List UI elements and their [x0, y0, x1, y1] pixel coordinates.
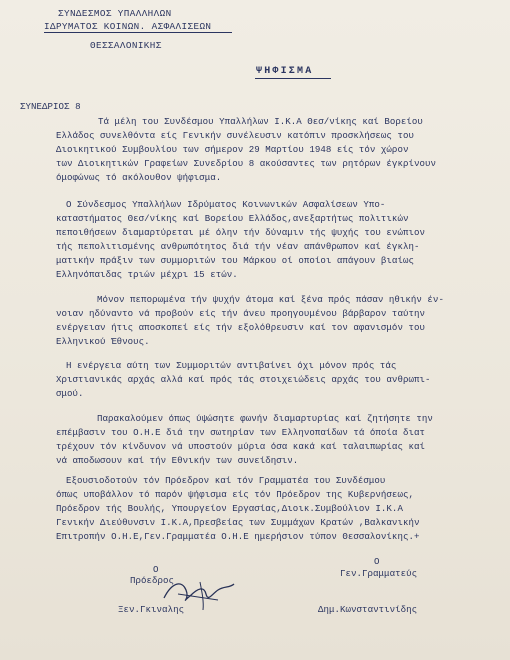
body-line: Χριστιανικάς αρχάς αλλά καί πρός τάς στοιχειώδεις αρχάς του ανθρωπι- [56, 374, 431, 385]
body-line: των Διοικητικών Γραφείων Συνεδρίου 8 ακούσαντες των ρητόρων έγκρίνουν [56, 158, 436, 169]
body-line: Τά μέλη του Συνδέσμου Υπαλλήλων Ι.Κ.Α Θεσ/νίκης καί Βορείου [98, 116, 423, 127]
body-line: Ελληνικού Έθνους. [56, 336, 150, 347]
body-line: επέμβασιν του Ο.Η.Ε διά την σωτηρίαν των Ελληνοπαίδων τά όποία διατ [56, 427, 425, 438]
body-line: πεποιθήσεων διαμαρτύρεται μέ όλην τήν δύναμιν τής ψυχής του ενώπιον [56, 227, 425, 238]
body-line: Πρόεδρον τής Βουλής, Υπουργείον Εργασίας,Διοικ.Συμβούλιον Ι.Κ.Α [56, 503, 403, 514]
body-line: Ελλάδος συνελθόντα είς Γενικήν συνέλευσιν κατόπιν προσκλήσεως του [56, 130, 414, 141]
secretary-title: Γεν.Γραμματεύς [340, 568, 418, 579]
body-line: καταστήματος Θεσ/νίκης καί Βορείου Ελλάδος,ανεξαρτήτως πολιτικών [56, 213, 409, 224]
president-name: Ξεν.Γκιναλης [118, 604, 185, 615]
body-line: Διοικητικού Συμβουλίου των σήμερον 29 Μαρτίου 1948 είς τόν χώρον [56, 144, 409, 155]
body-line: σμού. [56, 388, 84, 399]
document-title: ΨΗΦΙΣΜΑ [256, 66, 314, 77]
body-line: Γενικήν Διεύθυνσιν Ι.Κ.Α,Πρεσβείας των Συμμάχων Κρατών ,Βαλκανικήν [56, 517, 420, 528]
session-label: ΣΥΝΕΔΡΙΟΣ 8 [20, 101, 81, 112]
body-line: Μόνον πεπορωμένα τήν ψυχήν άτομα καί ξένα πρός πάσαν ηθικήν έν- [97, 294, 444, 305]
org-name-underline [44, 32, 232, 33]
body-line: Ο Σύνδεσμος Υπαλλήλων Ιδρύματος Κοινωνικών Ασφαλίσεων Υπο- [66, 199, 386, 210]
body-line: τρέχουν τόν κίνδυνον νά υποστούν μύρια όσα κακά καί ταλαιπωρίας καί [56, 441, 425, 452]
org-name-line-1: ΣΥΝΔΕΣΜΟΣ ΥΠΑΛΛΗΛΩΝ [58, 8, 172, 19]
body-line: Επιτροπήν Ο.Η.Ε,Γεν.Γραμματέα Ο.Η.Ε ημερήσιον τύπον Θεσσαλονίκης.+ [56, 531, 420, 542]
body-line: ματικήν πράξιν των συμμοριτών του Μάρκου οί οποίοι απάγουν βιαίως [56, 255, 414, 266]
body-line: ενέργειαν ήτις αποσκοπεί είς τήν εξολόθρευσιν καί τον αφανισμόν του [56, 322, 425, 333]
org-name-line-2: ΙΔΡΥΜΑΤΟΣ ΚΟΙΝΩΝ. ΑΣΦΑΛΙΣΕΩΝ [44, 21, 212, 32]
body-line: Η ενέργεια αύτη των Συμμοριτών αντιβαίνει όχι μόνον πρός τάς [66, 360, 397, 371]
body-line: νοιαν ηδύναντο νά προβούν είς τήν άνευ προηγουμένου βάρβαρον ταύτην [56, 308, 425, 319]
body-line: τής πεπολιτισμένης ανθρωπότητος διά τήν νέαν απάνθρωπον καί έγκλη- [56, 241, 420, 252]
body-line: όμοφώνως τό ακόλουθον ψήφισμα. [56, 172, 222, 183]
body-line: νά αποδωσουν καί τήν Εθνικήν των συνείδησιν. [56, 455, 299, 466]
president-title: Πρόεδρος [130, 575, 175, 586]
body-line: Παρακαλούμεν όπως ύψώσητε φωνήν διαμαρτυρίας καί ζητήσητε την [97, 413, 433, 424]
body-line: Ελληνόπαιδας τριών μέχρι 15 ετών. [56, 269, 238, 280]
body-line: Εξουσιοδοτούν τόν Πρόεδρον καί τόν Γραμματέα του Συνδέσμου [66, 475, 386, 486]
org-city-line: ΘΕΣΣΑΛΟΝΙΚΗΣ [90, 40, 162, 51]
body-line: όπως υποβάλλον τό παρόν ψήφισμα είς τόν Πρόεδρον της Κυβερνήσεως, [56, 489, 414, 500]
president-article: Ο [153, 564, 159, 575]
title-underline [255, 78, 331, 79]
secretary-article: Ο [374, 556, 380, 567]
secretary-name: Δημ.Κωνσταντινίδης [318, 604, 418, 615]
